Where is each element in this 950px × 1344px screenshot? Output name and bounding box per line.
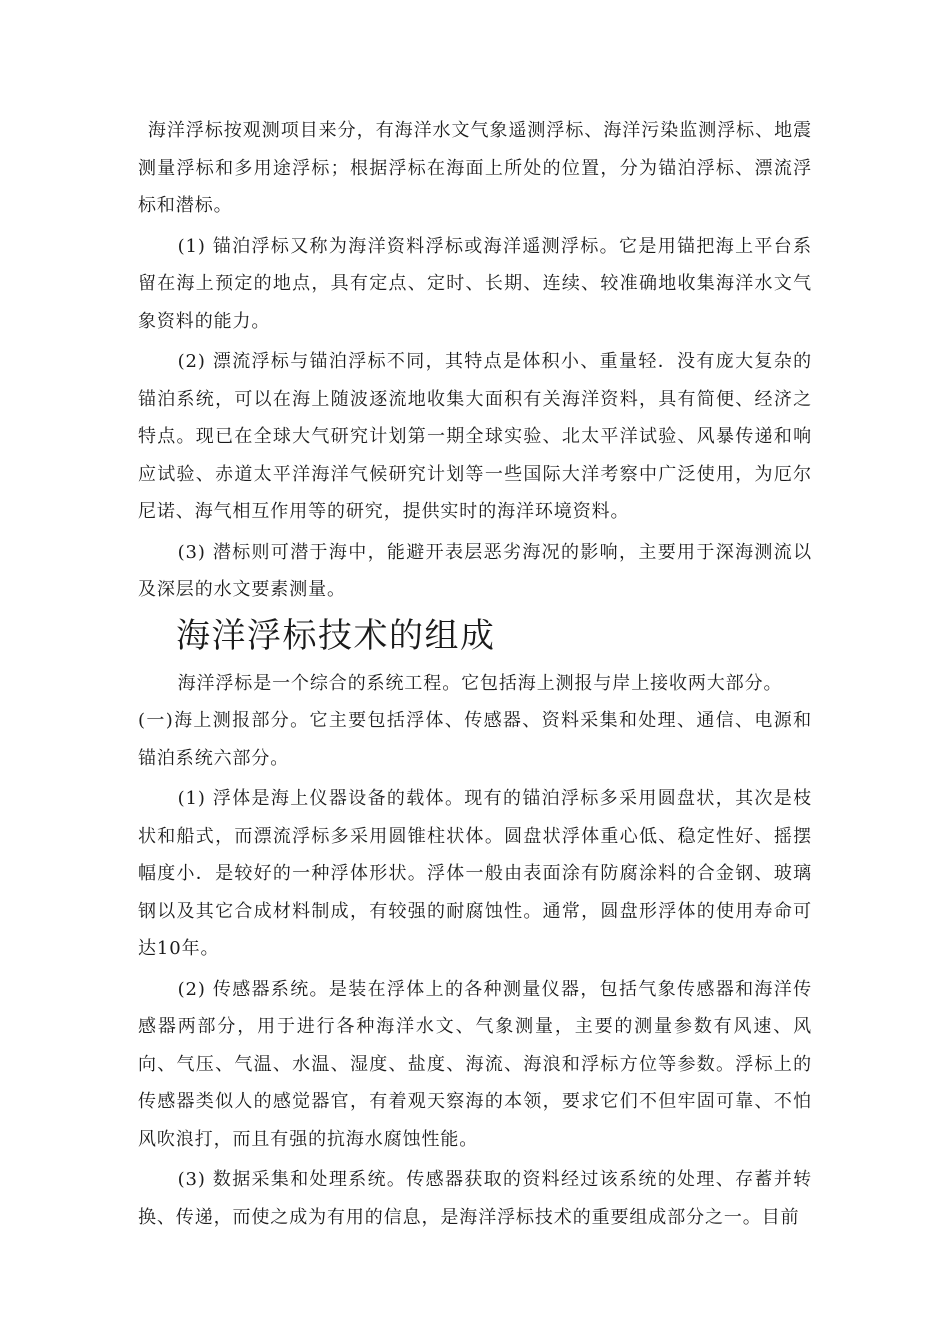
paragraph-system-overview: 海洋浮标是一个综合的系统工程。它包括海上测报与岸上接收两大部分。 — [177, 672, 783, 694]
document-page — [138, 112, 812, 1236]
paragraph-float-body: (1) 浮体是海上仪器设备的载体。现有的锚泊浮标多采用圆盘状，其次是枝状和船式，而漂流浮标多采用圆锥柱状体。圆盘状浮体重心低、稳定性好、摇摆幅度小．是较好的一种浮体形状。浮体一般由表面涂有防腐涂料的合金钢、玻璃钢以及其它合成材料制成，有较强的耐腐蚀性。通常，圆盘形浮体的使用寿命可达10年。 — [138, 788, 812, 959]
paragraph-data-acquisition: (3) 数据采集和处理系统。传感器获取的资料经过该系统的处理、存蓄并转换、传递，而使之成为有用的信息，是海洋浮标技术的重要组成部分之一。目前 — [138, 1169, 812, 1228]
section-heading: 海洋浮标技术的组成 — [176, 615, 496, 656]
paragraph-buoy-classification: 海洋浮标按观测项目来分，有海洋水文气象遥测浮标、海洋污染监测浮标、地震测量浮标和多用途浮标；根据浮标在海面上所处的位置，分为锚泊浮标、漂流浮标和潜标。 — [138, 120, 812, 216]
paragraph-sensor-system: (2) 传感器系统。是装在浮体上的各种测量仪器，包括气象传感器和海洋传感器两部分，用于进行各种海洋水文、气象测量，主要的测量参数有风速、风向、气压、气温、水温、湿度、盐度、海流、海浪和浮标方位等参数。浮标上的传感器类似人的感觉器官，有着观天察海的本领，要求它们不但牢固可靠、不怕风吹浪打，而且有强的抗海水腐蚀性能。 — [138, 978, 812, 1150]
paragraph-offshore-part: (一)海上测报部分。它主要包括浮体、传感器、资料采集和处理、通信、电源和锚泊系统六部分。 — [138, 710, 812, 769]
paragraph-drifting-buoy: (2) 漂流浮标与锚泊浮标不同，其特点是体积小、重量轻．没有庞大复杂的锚泊系统，可以在海上随波逐流地收集大面积有关海洋资料，具有简便、经济之特点。现已在全球大气研究计划第一期全球实验、北太平洋试验、风暴传递和响应试验、赤道太平洋海洋气候研究计划等一些国际大洋考察中广泛使用，为厄尔尼诺、海气相互作用等的研究，提供实时的海洋环境资料。 — [138, 351, 812, 522]
paragraph-subsurface-buoy: (3) 潜标则可潜于海中，能避开表层恶劣海况的影响，主要用于深海测流以及深层的水文要素测量。 — [138, 541, 812, 600]
paragraph-moored-buoy: (1) 锚泊浮标又称为海洋资料浮标或海洋遥测浮标。它是用锚把海上平台系留在海上预定的地点，具有定点、定时、长期、连续、较准确地收集海洋水文气象资料的能力。 — [138, 235, 812, 332]
